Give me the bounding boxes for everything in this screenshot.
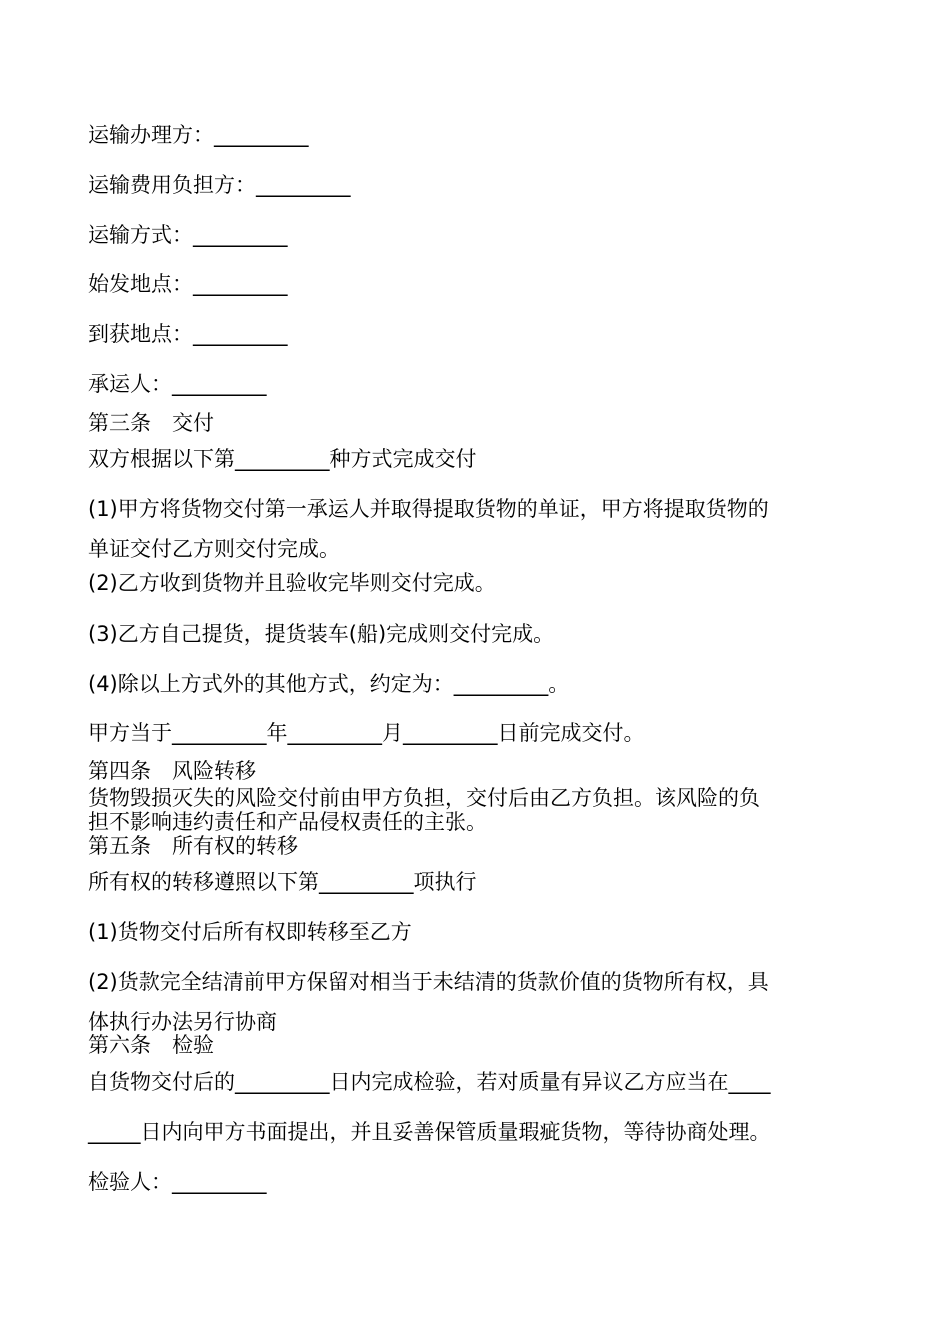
inspection-clause-line-2: _____日内向甲方书面提出，并且妥善保管质量瑕疵货物，等待协商处理。 (88, 1120, 771, 1144)
delivery-option-2: (2)乙方收到货物并且验收完毕则交付完成。 (88, 571, 496, 595)
risk-transfer-line-1: 货物毁损灭失的风险交付前由甲方负担，交付后由乙方负担。该风险的负 (88, 786, 760, 810)
ownership-option-2-line-1: (2)货款完全结清前甲方保留对相当于未结清的货款价值的货物所有权，具 (88, 970, 769, 994)
ownership-option-1: (1)货物交付后所有权即转移至乙方 (88, 920, 412, 944)
field-inspector: 检验人：_________ (88, 1170, 267, 1194)
delivery-option-1-line-2: 单证交付乙方则交付完成。 (88, 537, 340, 561)
delivery-option-1-line-1: (1)甲方将货物交付第一承运人并取得提取货物的单证，甲方将提取货物的 (88, 497, 769, 521)
delivery-deadline: 甲方当于_________年_________月_________日前完成交付。 (88, 721, 645, 745)
delivery-method-clause: 双方根据以下第_________种方式完成交付 (88, 447, 477, 471)
field-transport-handler: 运输办理方：_________ (88, 123, 309, 147)
article-4-heading: 第四条 风险转移 (88, 759, 256, 783)
article-6-heading: 第六条 检验 (88, 1033, 214, 1057)
inspection-clause-line-1: 自货物交付后的_________日内完成检验，若对质量有异议乙方应当在____ (88, 1070, 771, 1094)
field-carrier: 承运人：_________ (88, 372, 267, 396)
risk-transfer-line-2: 担不影响违约责任和产品侵权责任的主张。 (88, 810, 487, 834)
ownership-option-2-line-2: 体执行办法另行协商 (88, 1010, 277, 1034)
ownership-clause: 所有权的转移遵照以下第_________项执行 (88, 870, 477, 894)
field-departure-location: 始发地点：_________ (88, 272, 288, 296)
field-transport-method: 运输方式：_________ (88, 223, 288, 247)
field-transport-cost-bearer: 运输费用负担方：_________ (88, 173, 351, 197)
article-5-heading: 第五条 所有权的转移 (88, 834, 298, 858)
delivery-option-3: (3)乙方自己提货，提货装车(船)完成则交付完成。 (88, 622, 555, 646)
delivery-option-4: (4)除以上方式外的其他方式，约定为：_________。 (88, 672, 570, 696)
field-arrival-location: 到获地点：_________ (88, 322, 288, 346)
article-3-heading: 第三条 交付 (88, 411, 214, 435)
